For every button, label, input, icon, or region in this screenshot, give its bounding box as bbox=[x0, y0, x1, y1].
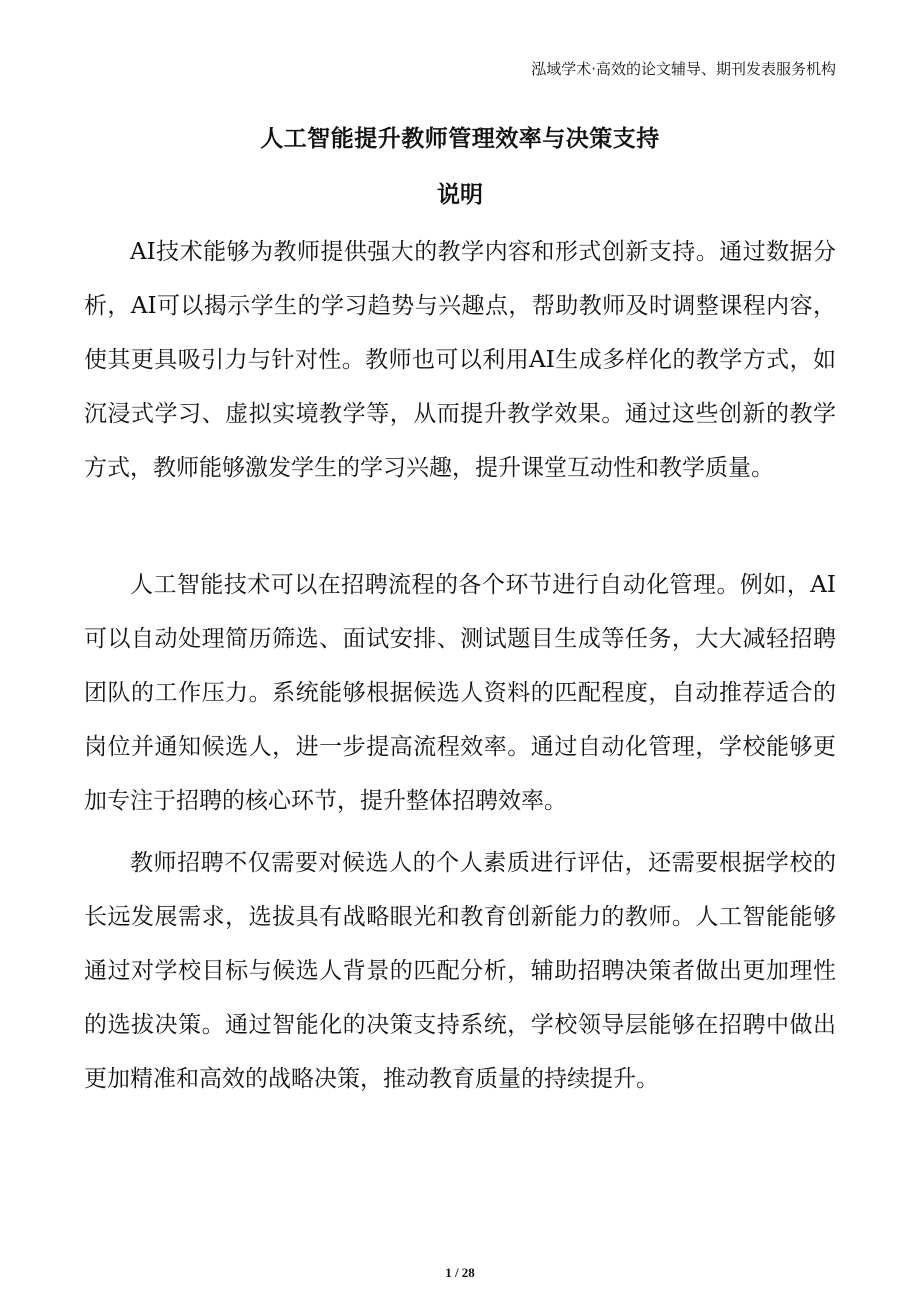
body-paragraph-1-block bbox=[84, 225, 836, 495]
body-paragraph: AI技术能够为教师提供强大的教学内容和形式创新支持。通过数据分析，AI可以揭示学生的学习趋势与兴趣点，帮助教师及时调整课程内容，使其更具吸引力与针对性。教师也可以利用AI生成多样化的教学方式，如沉浸式学习、虚拟实境教学等，从而提升教学效果。通过这些创新的教学方式，教师能够激发学生的学习兴趣，提升课堂互动性和教学质量。 bbox=[84, 239, 836, 481]
body-paragraph: 人工智能技术可以在招聘流程的各个环节进行自动化管理。例如，AI可以自动处理简历筛选、面试安排、测试题目生成等任务，大大减轻招聘团队的工作压力。系统能够根据候选人资料的匹配程度，自动推荐适合的岗位并通知候选人，进一步提高流程效率。通过自动化管理，学校能够更加专注于招聘的核心环节，提升整体招聘效率。 bbox=[84, 572, 836, 814]
section-heading: 说明 bbox=[437, 182, 483, 208]
document-title: 人工智能提升教师管理效率与决策支持 bbox=[260, 126, 660, 152]
body-paragraph-3-block bbox=[84, 836, 836, 1106]
page-header: 泓域学术·高效的论文辅导、期刊发表服务机构 bbox=[531, 60, 836, 78]
body-paragraph: 教师招聘不仅需要对候选人的个人素质进行评估，还需要根据学校的长远发展需求，选拔具有战略眼光和教育创新能力的教师。人工智能能够通过对学校目标与候选人背景的匹配分析，辅助招聘决策者做出更加理性的选拔决策。通过智能化的决策支持系统，学校领导层能够在招聘中做出更加精准和高效的战略决策，推动教育质量的持续提升。 bbox=[84, 850, 836, 1092]
body-paragraph-2-block bbox=[84, 558, 836, 828]
page-number: 1 / 28 bbox=[445, 1265, 475, 1280]
